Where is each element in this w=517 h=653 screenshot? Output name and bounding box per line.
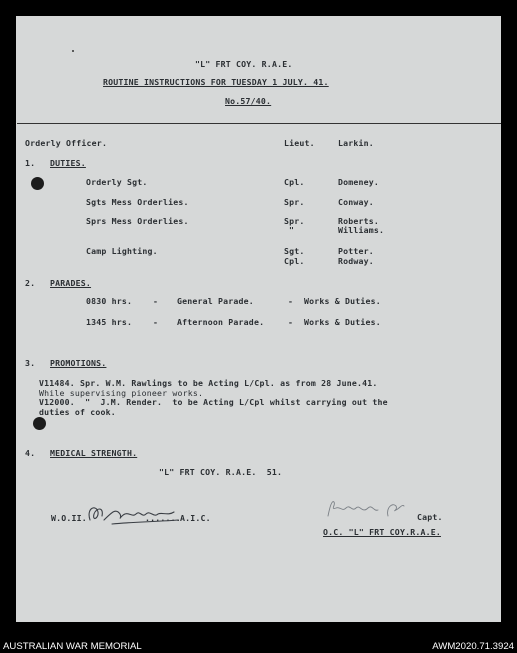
signature-dots: ....... (145, 513, 181, 523)
medical-heading: MEDICAL STRENGTH. (50, 448, 138, 458)
handwritten-signature-left (82, 502, 182, 528)
punch-hole (31, 177, 44, 190)
duty-rank-ditto: " (289, 225, 295, 235)
duty-rank: Spr. (284, 197, 305, 207)
parade-name: General Parade. (177, 296, 254, 306)
duty-role: Sprs Mess Orderlies. (86, 216, 189, 226)
duty-name-second: Williams. (338, 225, 385, 235)
instruction-number: No.57/40. (225, 96, 272, 106)
orderly-officer-rank: Lieut. (284, 138, 315, 148)
parade-dash: - (153, 317, 159, 327)
parade-detail: Works & Duties. (304, 317, 381, 327)
handwritten-signature-right (322, 496, 414, 522)
duty-role: Camp Lighting. (86, 246, 158, 256)
orderly-officer-label: Orderly Officer. (25, 138, 108, 148)
duty-name: Potter. (338, 246, 374, 256)
medical-number: 4. (25, 448, 36, 458)
duties-heading: DUTIES. (50, 158, 86, 168)
duty-rank: Spr. (284, 216, 305, 226)
document-page (16, 16, 501, 622)
duty-name: Roberts. (338, 216, 380, 226)
promotion-line: V11484. Spr. W.M. Rawlings to be Acting L/Cpl. as from 28 June.41. (39, 378, 378, 388)
punch-hole (33, 417, 46, 430)
duty-name: Domeney. (338, 177, 380, 187)
parade-time: 0830 hrs. (86, 296, 133, 306)
footer-credit: AUSTRALIAN WAR MEMORIAL (3, 641, 142, 652)
captain-rank: Capt. (417, 512, 443, 522)
commanding-officer-title: O.C. "L" FRT COY.R.A.E. (323, 527, 441, 537)
promotions-number: 3. (25, 358, 36, 368)
parade-time: 1345 hrs. (86, 317, 133, 327)
parade-name: Afternoon Parade. (177, 317, 265, 327)
parades-heading: PARADES. (50, 278, 92, 288)
duty-rank-second: Cpl. (284, 256, 305, 266)
duty-role: Sgts Mess Orderlies. (86, 197, 189, 207)
footer-accession-number: AWM2020.71.3924 (432, 641, 514, 652)
duty-rank: Sgt. (284, 246, 305, 256)
duty-name: Conway. (338, 197, 374, 207)
unit-header: "L" FRT COY. R.A.E. (195, 59, 293, 69)
promotions-heading: PROMOTIONS. (50, 358, 107, 368)
promotion-line: V12000. " J.M. Render. to be Acting L/Cpl whilst carrying out the (39, 397, 388, 407)
parade-dash: - (288, 317, 294, 327)
parade-dash: - (153, 296, 159, 306)
warrant-officer-suffix: A.I.C. (180, 513, 211, 523)
duties-number: 1. (25, 158, 36, 168)
warrant-officer-prefix: W.O.II. (51, 513, 87, 523)
medical-strength-line: "L" FRT COY. R.A.E. 51. (159, 467, 283, 477)
duty-rank: Cpl. (284, 177, 305, 187)
promotion-line: While supervising pioneer works. (39, 388, 204, 398)
ink-mark (72, 50, 74, 52)
duty-name-second: Rodway. (338, 256, 374, 266)
promotion-line: duties of cook. (39, 407, 116, 417)
parades-number: 2. (25, 278, 36, 288)
parade-detail: Works & Duties. (304, 296, 381, 306)
duty-role: Orderly Sgt. (86, 177, 148, 187)
parade-dash: - (288, 296, 294, 306)
document-title: ROUTINE INSTRUCTIONS FOR TUESDAY 1 JULY. 41. (103, 77, 329, 87)
orderly-officer-name: Larkin. (338, 138, 374, 148)
horizontal-rule (17, 123, 501, 124)
